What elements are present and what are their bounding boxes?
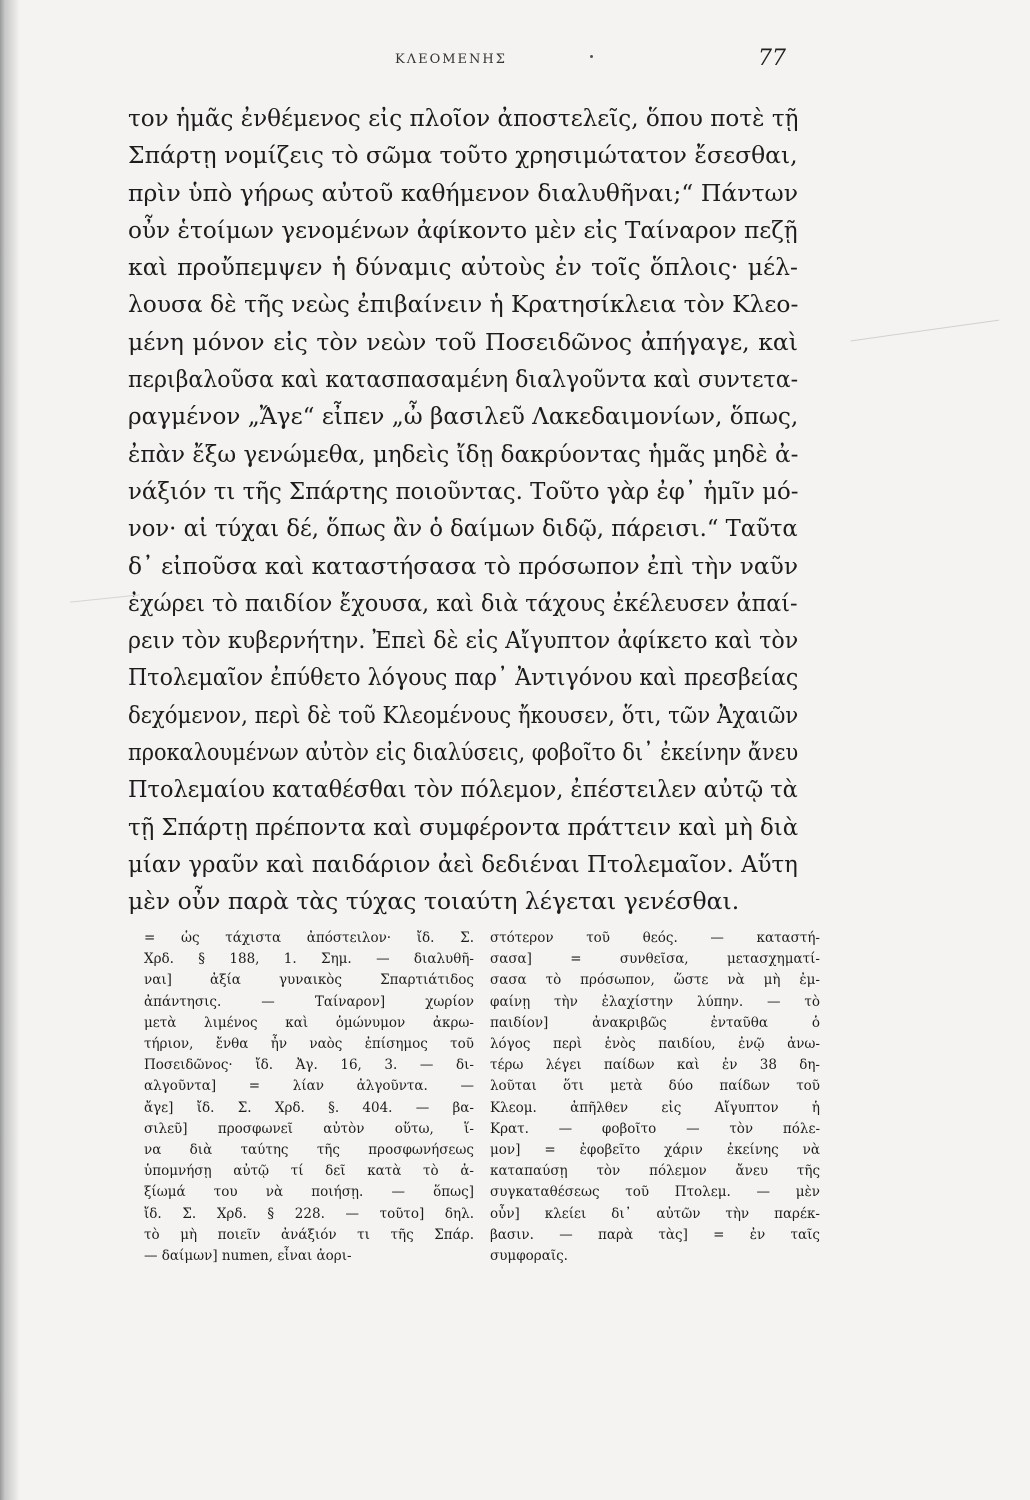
footnote-line: μον] = ἐφοβεῖτο χάριν ἐκείνης νὰ [490, 1142, 820, 1159]
footnote-line: Χρδ. § 188, 1. Σημ. — διαλυθῆ- [144, 951, 474, 968]
footnote-line: τέρω λέγει παίδων καὶ ἐν 38 δη- [490, 1057, 820, 1074]
main-text-line: ἐχώρει τὸ παιδίον ἔχουσα, καὶ διὰ τάχους ἐκέλευσεν ἀπαί- [128, 588, 798, 617]
printer-dot [590, 55, 593, 58]
main-text-line: καὶ προὔπεμψεν ἡ δύναμις αὐτοὺς ἐν τοῖς ὅπλοις· μέλ- [128, 253, 798, 282]
footnote-line: λόγος περὶ ἑνὸς παιδίου, ἐνῷ ἀνω- [490, 1036, 820, 1053]
binding-shadow [0, 0, 20, 1500]
footnote-line: = ὡς τάχιστα ἀπόστειλον· ἴδ. Σ. [144, 930, 474, 946]
footnote-line: Κρατ. — φοβοῖτο — τὸν πόλε- [490, 1120, 820, 1137]
footnote-line: συμφοραῖς. [490, 1248, 568, 1265]
main-text-line: τον ἡμᾶς ἐνθέμενος εἰς πλοῖον ἀποστελεῖς, ὅπου ποτὲ τῇ [128, 104, 799, 132]
main-text-line: Πτολεμαίου καταθέσθαι τὸν πόλεμον, ἐπέστειλεν αὐτῷ τὰ [128, 775, 798, 804]
main-text-line: Σπάρτῃ νομίζεις τὸ σῶμα τοῦτο χρησιμώτατον ἔσεσθαι, [128, 141, 798, 170]
footnote-line: τὸ μὴ ποιεῖν ἀνάξιόν τι τῆς Σπάρ. [144, 1226, 474, 1243]
footnote-line: στότερον τοῦ θεός. — καταστή- [490, 930, 820, 946]
main-text-line: προκαλουμένων αὐτὸν εἰς διαλύσεις, φοβοῖτο δι᾽ ἐκείνην ἄνευ [128, 738, 799, 767]
main-text-line: ἐπὰν ἔξω γενώμεθα, μηδεὶς ἴδῃ δακρύοντας ἡμᾶς μηδὲ ἀ- [128, 439, 799, 468]
footnote-line: σασα τὸ πρόσωπον, ὥστε νὰ μὴ ἐμ- [490, 972, 820, 989]
footnote-line: λοῦται ὅτι μετὰ δύο παίδων τοῦ [490, 1078, 820, 1095]
page-number: 77 [758, 46, 786, 71]
footnote-line: μετὰ λιμένος καὶ ὁμώνυμον ἀκρω- [144, 1014, 474, 1031]
footnote-line: αλγοῦντα] = λίαν ἀλγοῦντα. — [144, 1078, 474, 1095]
pencil-marginalia-decoration [851, 320, 1000, 344]
main-text-line: οὖν ἑτοίμων γενομένων ἀφίκοντο μὲν εἰς Ταίναρον πεζῇ [128, 215, 798, 244]
footnotes-left-column [144, 928, 474, 1267]
main-text-line: δεχόμενον, περὶ δὲ τοῦ Κλεομένους ἤκουσεν, ὅτι, τῶν Ἀχαιῶν [128, 700, 799, 729]
footnote-line: οὖν] κλείει δι᾽ αὐτῶν τὴν παρέκ- [490, 1205, 820, 1222]
footnote-line: τήριον, ἔνθα ἦν ναὸς ἐπίσημος τοῦ [144, 1036, 474, 1053]
footnote-line: ὑπομνήσῃ αὐτῷ τί δεῖ κατὰ τὸ ἀ- [144, 1163, 474, 1180]
footnote-line: ξίωμά του νὰ ποιήσῃ. — ὅπως] [144, 1184, 474, 1201]
main-text-line: τῇ Σπάρτῃ πρέποντα καὶ συμφέροντα πράττειν καὶ μὴ διὰ [128, 812, 799, 841]
main-text-line: μὲν οὖν παρὰ τὰς τύχας τοιαύτη λέγεται γενέσθαι. [128, 887, 740, 916]
main-text-line: ραγμένον „Ἄγε“ εἶπεν „ὦ βασιλεῦ Λακεδαιμονίων, ὅπως, [128, 402, 799, 431]
main-text-line: μένη μόνον εἰς τὸν νεὼν τοῦ Ποσειδῶνος ἀπήγαγε, καὶ [128, 327, 798, 356]
footnote-line: ἴδ. Σ. Χρδ. § 228. — τοῦτο] δηλ. [144, 1205, 474, 1222]
footnote-line: ἀπάντησις. — Ταίναρον] χωρίον [144, 993, 474, 1010]
footnote-line: φαίνῃ τὴν ἐλαχίστην λύπην. — τὸ [490, 993, 820, 1010]
main-text-line: πρὶν ὑπὸ γήρως αὐτοῦ καθήμενον διαλυθῆναι;“ Πάντων [128, 178, 798, 207]
main-text-line: περιβαλοῦσα καὶ κατασπασαμένη διαλγοῦντα καὶ συντετα- [128, 365, 799, 394]
footnote-line: — δαίμων] numen, εἶναι ἀορι- [144, 1248, 352, 1265]
main-text-line: μίαν γραῦν καὶ παιδάριον ἀεὶ δεδιέναι Πτολεμαῖον. Αὕτη [128, 849, 798, 878]
footnote-line: Κλεομ. ἀπῆλθεν εἰς Αἴγυπτον ἡ [490, 1099, 820, 1116]
footnote-line: παιδίον] ἀνακριβῶς ἐνταῦθα ὁ [490, 1014, 820, 1031]
main-text-line: λουσα δὲ τῆς νεὼς ἐπιβαίνειν ἡ Κρατησίκλεια τὸν Κλεο- [128, 290, 799, 319]
footnote-line: ναι] ἀξία γυναικὸς Σπαρτιάτιδος [144, 972, 474, 989]
footnote-line: καταπαύσῃ τὸν πόλεμον ἄνευ τῆς [490, 1163, 820, 1180]
main-text-block [128, 100, 798, 921]
main-text-line: δ᾽ εἰποῦσα καὶ καταστήσασα τὸ πρόσωπον ἐπὶ τὴν ναῦν [128, 551, 798, 580]
footnote-line: σιλεῦ] προσφωνεῖ αὐτὸν οὕτω, ἵ- [144, 1120, 474, 1137]
footnote-line: Ποσειδῶνος· ἴδ. Ἀγ. 16, 3. — δι- [144, 1057, 474, 1074]
main-text-line: νάξιόν τι τῆς Σπάρτης ποιοῦντας. Τοῦτο γὰρ ἐφ᾽ ἡμῖν μό- [128, 476, 799, 505]
running-title: ΚΛΕΟΜΕΝΗΣ [395, 52, 507, 67]
footnote-line: να διὰ ταύτης τῆς προσφωνήσεως [144, 1142, 474, 1159]
main-text-line: νον· αἱ τύχαι δέ, ὅπως ἂν ὁ δαίμων διδῷ, πάρεισι.“ Ταῦτα [128, 514, 798, 543]
footnote-line: βασιν. — παρὰ τὰς] = ἐν ταῖς [490, 1226, 820, 1243]
footnote-line: συγκαταθέσεως τοῦ Πτολεμ. — μὲν [490, 1184, 820, 1201]
footnote-line: σασα] = συνθεῖσα, μετασχηματί- [490, 951, 820, 968]
main-text-line: ρειν τὸν κυβερνήτην. Ἐπεὶ δὲ εἰς Αἴγυπτον ἀφίκετο καὶ τὸν [128, 626, 799, 655]
main-text-line: Πτολεμαῖον ἐπύθετο λόγους παρ᾽ Ἀντιγόνου καὶ πρεσβείας [128, 663, 799, 692]
footnotes-right-column [490, 928, 820, 1267]
footnote-line: ἄγε] ἴδ. Σ. Χρδ. §. 404. — βα- [144, 1099, 474, 1116]
